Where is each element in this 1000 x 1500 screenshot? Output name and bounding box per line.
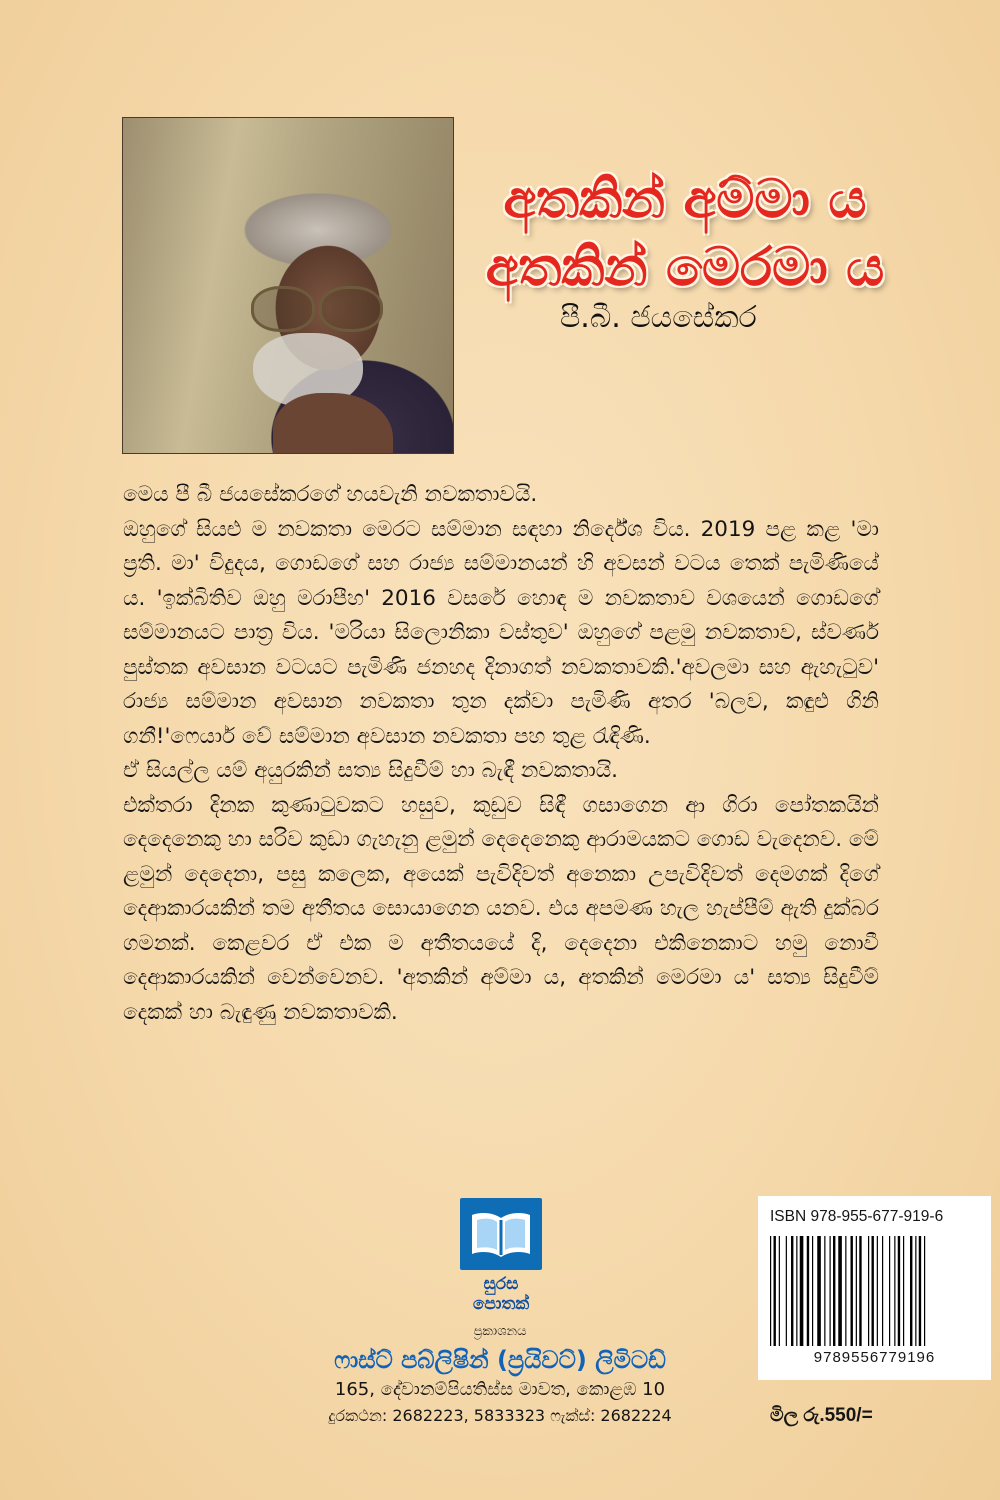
publisher-phone: දුරකථන: 2682223, 5833323 ෆැක්ස්: 2682224 [328, 1406, 672, 1425]
author-name: පී.බී. ජයසේකර [560, 300, 757, 335]
publisher-name: ෆාස්ට් පබ්ලිෂින් (ප්‍රයිවට්) ලිමිටඩ් [334, 1346, 666, 1374]
photo-glasses-left [251, 286, 315, 332]
publisher-label: ප්‍රකාශනය [473, 1324, 527, 1339]
publisher-address: 165, දේවානම්පියතිස්ස මාවත, කොළඹ 10 [334, 1379, 666, 1400]
book-blurb [123, 478, 879, 1030]
logo-line-2: පොතක් [472, 1294, 530, 1314]
barcode-icon [770, 1236, 979, 1346]
isbn-text: ISBN 978-955-677-919-6 [770, 1208, 944, 1225]
open-book-icon [468, 1206, 534, 1262]
barcode-box [758, 1196, 991, 1380]
barcode-number: 9789556779196 [813, 1349, 936, 1366]
blurb-paragraph: ඒ සියල්ල යම් අයුරකින් සත්‍ය සිදුවීම් හා බැඳී නවකතායි. [123, 758, 619, 783]
photo-hand [273, 393, 393, 454]
blurb-paragraph: මෙය පී බී ජයසේකරගේ හයවැනි නවකතාවයි. [123, 482, 538, 507]
blurb-paragraph: ඔහුගේ සියළු ම නවකතා මෙරට සම්මාන සඳහා නිර්දේශ විය. 2019 පළ කළ 'මා ප්‍රති. මා' විදුදය, ගොඩගේ සහ රාජ්‍ය සම්මානයන් හි අවසන් වටය තෙක් පැමිණියේ ය. 'ඉක්බිතිව ඔහු මරාපීහ' 2016 වසරේ හොඳ ම නවකතාව වශයෙන් ගොඩගේ සම්මානයට පාත්‍ර විය. 'මරියා සිලොනිකා වස්තුව' ඔහුගේ පළමු නවකතාව, ස්වර්ණ පුස්තක අවසාන වටයට පැමිණි ජනහද දිනාගත් නවකතාවකි.'අවලමා සහ ඇහැටුව' රාජ්‍ය සම්මාන අවසාන නවකතා තුන දක්වා පැමිණි අතර 'බලව, කඳුළු ගිනි ගනී!'ෆෙයාර් වේ සම්මාන අවසාන නවකතා පහ තුළ රැඳිණි. [123, 516, 879, 749]
blurb-paragraph: එක්තරා දිනක කුණාටුවකට හසුව, කුඩුව සිඳී ගසාගෙන ආ ගිරා පෝතකයින් දෙදෙනෙකු හා සරිව කුඩා ගැහැනු ළමුන් දෙදෙනෙකු ආරාමයකට ගොඩ වැදෙනව. මේ ළමුන් දෙදෙනා, පසු කලෙක, අයෙක් පැවිදිවත් අනෙකා උපැවිදිවත් දෙමගක් දිගේ දෙආකාරයකින් තම අතීතය සොයාගෙන යනව. එය අපමණ හැල හැප්පීම් ඇති දුක්බර ගමනක්. කෙළවර ඒ එක ම අතීතයයේ දි, දෙදෙනා එකිනෙකාට හමු නොවී දෙආකාරයකින් වෙන්වෙනව. 'අතකින් අම්මා ය, අතකින් මෙරමා ය' සත්‍ය සිදුවීම් දෙකක් හා බැඳුණු නවකතාවකි. [123, 792, 879, 1025]
book-title [470, 165, 900, 301]
title-line-1: අතකින් අම්මා ය [503, 168, 867, 230]
logo-line-1: සුරස [483, 1274, 519, 1294]
logo-text [454, 1274, 548, 1314]
price: මිල රු.550/= [770, 1405, 873, 1426]
publisher-logo [460, 1198, 542, 1270]
photo-glasses-right [319, 286, 383, 332]
title-line-2: අතකින් මෙරමා ය [485, 236, 885, 298]
author-photo [122, 117, 454, 454]
